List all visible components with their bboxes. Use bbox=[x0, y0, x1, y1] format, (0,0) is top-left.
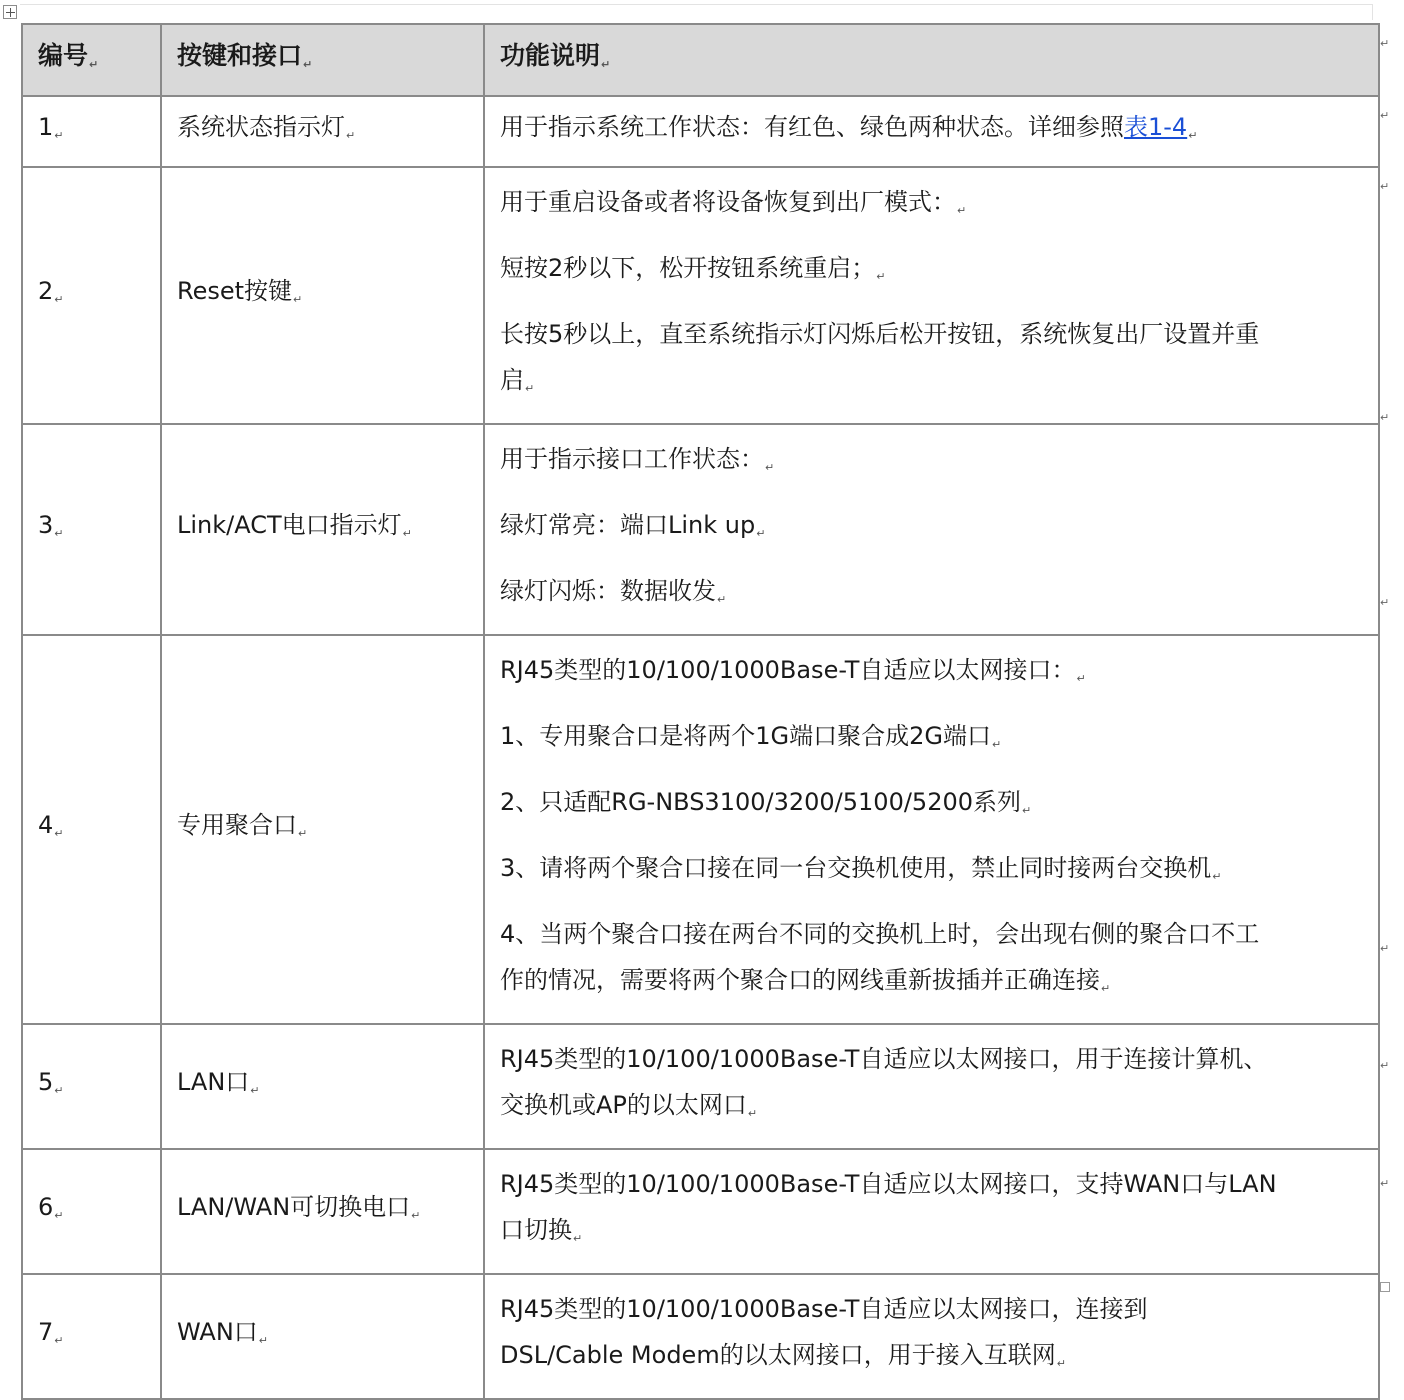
cell-number: 3↵ bbox=[22, 424, 161, 635]
paragraph-mark-icon: ↵ bbox=[756, 527, 766, 540]
description-line: 交换机或AP的以太网口↵ bbox=[500, 1091, 758, 1120]
description-line: 长按5秒以上，直至系统指示灯闪烁后松开按钮，系统恢复出厂设置并重 bbox=[500, 320, 1260, 348]
cell-name: LAN口↵ bbox=[161, 1024, 484, 1149]
paragraph-mark-icon: ↵ bbox=[54, 1209, 64, 1222]
description-line: 短按2秒以下，松开按钮系统重启；↵ bbox=[500, 254, 886, 283]
description-line: 3、请将两个聚合口接在同一台交换机使用，禁止同时接两台交换机↵ bbox=[500, 854, 1222, 883]
paragraph-mark-icon: ↵ bbox=[250, 1084, 260, 1097]
description-line: 4、当两个聚合口接在两台不同的交换机上时，会出现右侧的聚合口不工 bbox=[500, 920, 1260, 948]
header-description: 功能说明↵ bbox=[484, 24, 1379, 96]
cell-name: LAN/WAN可切换电口↵ bbox=[161, 1149, 484, 1274]
cell-number: 4↵ bbox=[22, 635, 161, 1024]
row-end-mark-icon: ↵ bbox=[1380, 1059, 1390, 1072]
row-end-mark-icon: ↵ bbox=[1380, 596, 1390, 609]
paragraph-mark-icon: ↵ bbox=[1212, 870, 1222, 883]
description-line: 绿灯闪烁：数据收发↵ bbox=[500, 577, 727, 606]
paragraph-mark-icon: ↵ bbox=[346, 129, 356, 142]
cell-name: Link/ACT电口指示灯↵ bbox=[161, 424, 484, 635]
paragraph-mark-icon: ↵ bbox=[258, 1334, 269, 1347]
paragraph-mark-icon: ↵ bbox=[747, 1107, 758, 1120]
paragraph-mark-icon: ↵ bbox=[717, 593, 727, 606]
paragraph-mark-icon: ↵ bbox=[1076, 672, 1086, 685]
table-header-row bbox=[22, 24, 1379, 96]
description-line: 启↵ bbox=[500, 366, 535, 395]
paragraph-mark-icon: ↵ bbox=[573, 1232, 583, 1245]
cell-description bbox=[484, 167, 1379, 424]
paragraph-mark-icon: ↵ bbox=[54, 1334, 64, 1347]
table-row bbox=[22, 1274, 1379, 1399]
description-line: DSL/Cable Modem的以太网接口，用于接入互联网↵ bbox=[500, 1341, 1066, 1370]
page-top-rule bbox=[20, 4, 1372, 5]
description-line: 用于指示接口工作状态：↵ bbox=[500, 445, 775, 474]
cell-description bbox=[484, 1274, 1379, 1399]
paragraph-mark-icon: ↵ bbox=[89, 57, 99, 71]
paragraph-mark-icon: ↵ bbox=[293, 293, 303, 306]
row-end-mark-icon: ↵ bbox=[1380, 37, 1390, 50]
cell-description bbox=[484, 1149, 1379, 1274]
paragraph-mark-icon: ↵ bbox=[876, 270, 886, 283]
table-row bbox=[22, 96, 1379, 167]
row-end-mark-icon: ↵ bbox=[1380, 411, 1390, 424]
cell-description: 用于指示系统工作状态：有红色、绿色两种状态。详细参照表1-4↵ bbox=[484, 96, 1379, 167]
table-reference-link[interactable]: 表1-4 bbox=[1124, 113, 1188, 141]
cell-number: 1↵ bbox=[22, 96, 161, 167]
table-row bbox=[22, 1024, 1379, 1149]
description-line: RJ45类型的10/100/1000Base-T自适应以太网接口，支持WAN口与LAN bbox=[500, 1170, 1277, 1198]
row-end-mark-icon: ↵ bbox=[1380, 109, 1390, 122]
description-line: 1、专用聚合口是将两个1G端口聚合成2G端口↵ bbox=[500, 722, 1002, 751]
cell-description bbox=[484, 424, 1379, 635]
cell-number: 2↵ bbox=[22, 167, 161, 424]
cell-name: WAN口↵ bbox=[161, 1274, 484, 1399]
paragraph-mark-icon: ↵ bbox=[601, 57, 611, 71]
paragraph-mark-icon: ↵ bbox=[765, 461, 775, 474]
paragraph-mark-icon: ↵ bbox=[54, 1084, 64, 1097]
table-row bbox=[22, 167, 1379, 424]
cell-number: 6↵ bbox=[22, 1149, 161, 1274]
paragraph-mark-icon: ↵ bbox=[957, 204, 967, 217]
description-line: 绿灯常亮：端口Link up↵ bbox=[500, 511, 766, 540]
row-end-mark-icon: ↵ bbox=[1380, 180, 1390, 193]
paragraph-mark-icon: ↵ bbox=[992, 738, 1002, 751]
description-line: RJ45类型的10/100/1000Base-T自适应以太网接口，连接到 bbox=[500, 1295, 1148, 1323]
table-row bbox=[22, 1149, 1379, 1274]
table-resize-icon[interactable] bbox=[1380, 1282, 1390, 1292]
description-line: RJ45类型的10/100/1000Base-T自适应以太网接口，用于连接计算机、 bbox=[500, 1045, 1268, 1073]
cell-name: 系统状态指示灯↵ bbox=[161, 96, 484, 167]
description-line: 用于重启设备或者将设备恢复到出厂模式：↵ bbox=[500, 188, 967, 217]
paragraph-mark-icon: ↵ bbox=[54, 527, 64, 540]
description-line: 口切换↵ bbox=[500, 1216, 583, 1245]
row-end-mark-icon: ↵ bbox=[1380, 942, 1390, 955]
description-line: 2、只适配RG-NBS3100/3200/5100/5200系列↵ bbox=[500, 788, 1032, 817]
paragraph-mark-icon: ↵ bbox=[54, 129, 64, 142]
paragraph-mark-icon: ↵ bbox=[1022, 804, 1032, 817]
paragraph-mark-icon: ↵ bbox=[303, 57, 313, 71]
paragraph-mark-icon: ↵ bbox=[54, 827, 64, 840]
cell-number: 5↵ bbox=[22, 1024, 161, 1149]
description-line: RJ45类型的10/100/1000Base-T自适应以太网接口：↵ bbox=[500, 656, 1086, 685]
cell-name: 专用聚合口↵ bbox=[161, 635, 484, 1024]
paragraph-mark-icon: ↵ bbox=[1056, 1357, 1066, 1370]
paragraph-mark-icon: ↵ bbox=[54, 293, 64, 306]
cell-name: Reset按键↵ bbox=[161, 167, 484, 424]
row-end-mark-icon: ↵ bbox=[1380, 1177, 1390, 1190]
header-name: 按键和接口↵ bbox=[161, 24, 484, 96]
paragraph-mark-icon: ↵ bbox=[411, 1209, 421, 1222]
table-row bbox=[22, 424, 1379, 635]
interface-spec-table bbox=[21, 23, 1380, 1400]
header-number: 编号↵ bbox=[22, 24, 161, 96]
cell-number: 7↵ bbox=[22, 1274, 161, 1399]
cell-description bbox=[484, 635, 1379, 1024]
cell-description bbox=[484, 1024, 1379, 1149]
description-line: 作的情况，需要将两个聚合口的网线重新拔插并正确连接↵ bbox=[500, 966, 1111, 995]
page-top-rule-corner bbox=[1372, 4, 1373, 20]
paragraph-mark-icon: ↵ bbox=[1188, 129, 1198, 142]
paragraph-mark-icon: ↵ bbox=[525, 382, 535, 395]
paragraph-mark-icon: ↵ bbox=[298, 827, 308, 840]
table-move-icon[interactable] bbox=[3, 5, 17, 19]
table-row bbox=[22, 635, 1379, 1024]
paragraph-mark-icon: ↵ bbox=[1101, 982, 1111, 995]
paragraph-mark-icon: ↵ bbox=[402, 527, 412, 540]
